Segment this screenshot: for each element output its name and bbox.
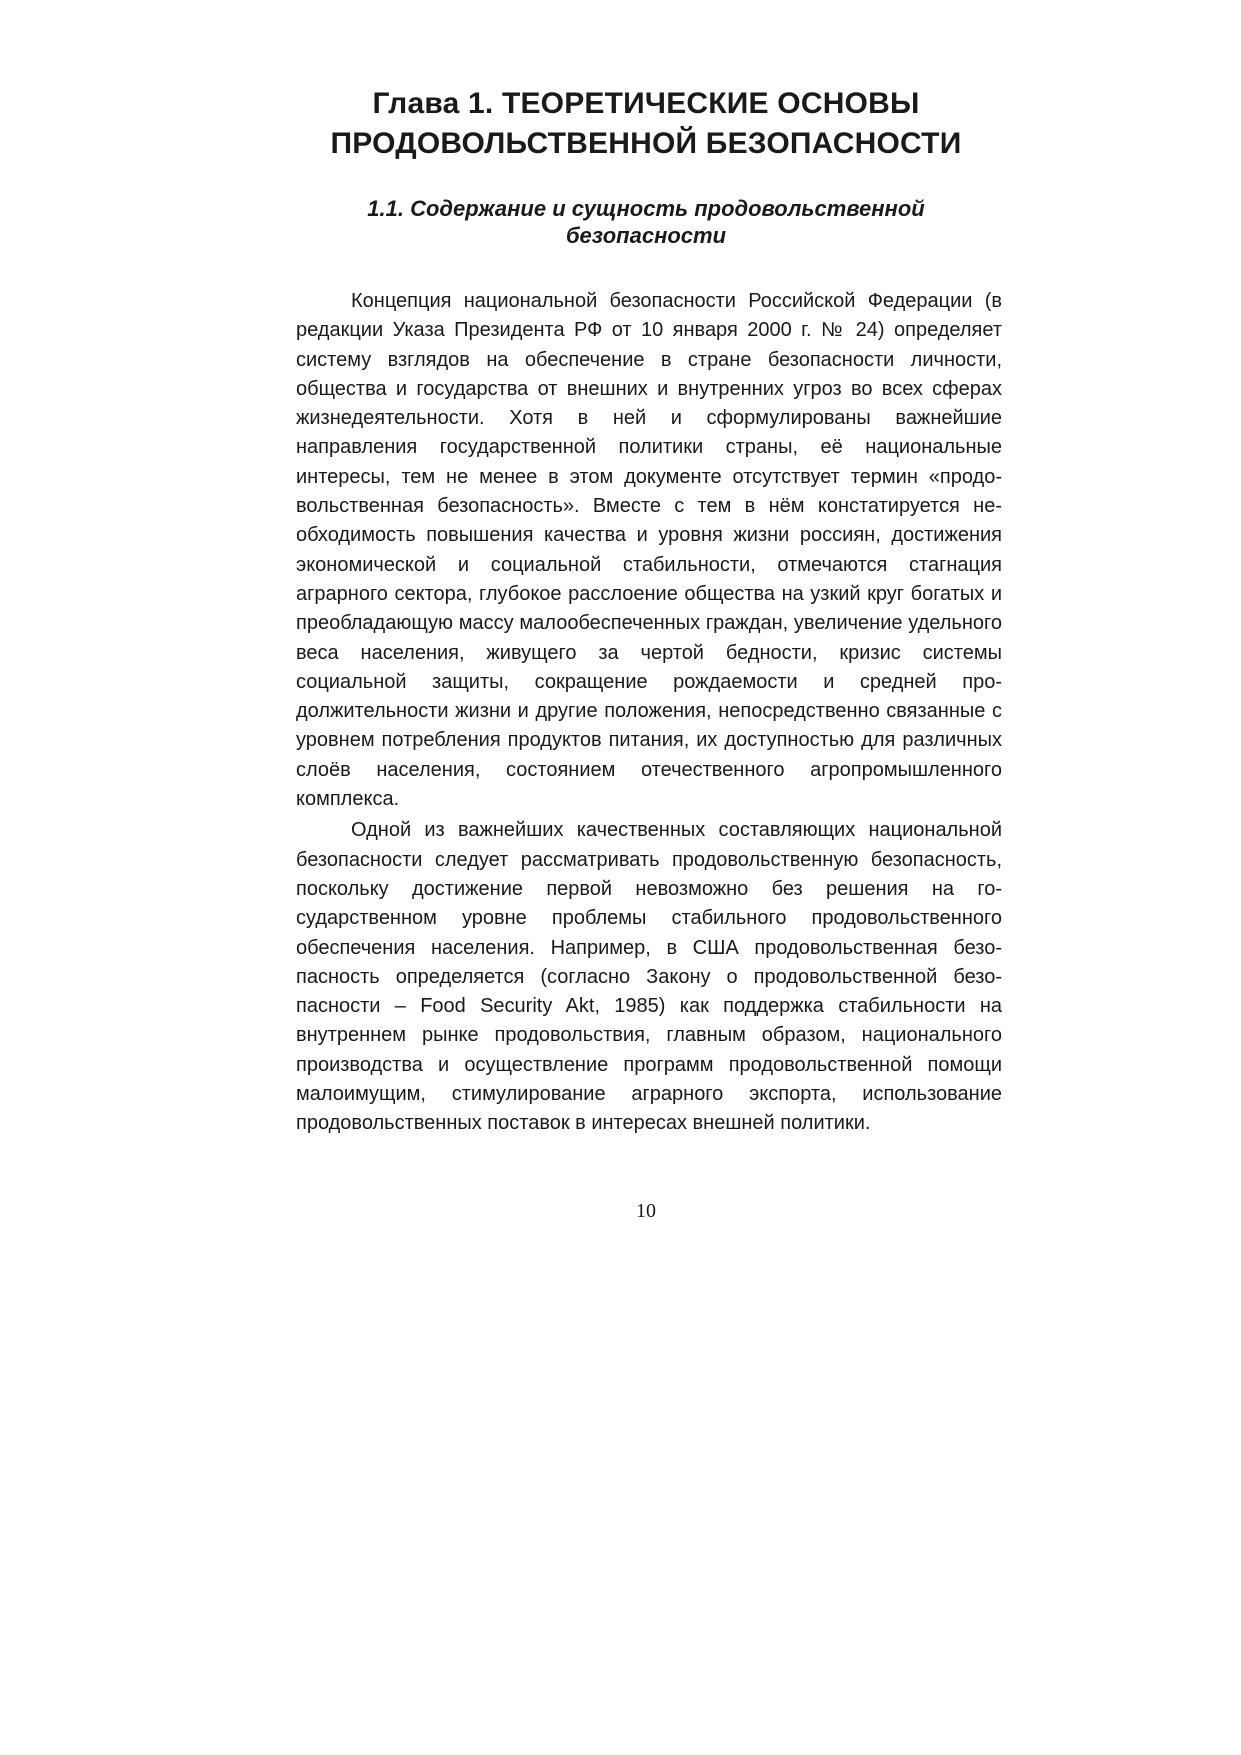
page-number: 10 [636,1200,656,1222]
chapter-title-line-1: Глава 1. ТЕОРЕТИЧЕСКИЕ ОСНОВЫ [372,87,920,120]
section-title-line-2: безопасности [565,223,727,248]
chapter-title [296,84,996,164]
chapter-title-line-2: ПРОДОВОЛЬСТВЕННОЙ БЕЗОПАСНОСТИ [330,127,962,160]
section-title-line-1: 1.1. Содержание и сущность продовольственной [367,196,925,221]
body-text [296,287,1002,1139]
paragraph-2: Одной из важнейших качественных составляющих национальной безопасности следует рассматривать продовольственную безопасность, поскольку достижение первой невозможно без решения на государственном уровне проблемы стабильного продовольственного обеспечения населения. Например, в США продовольственная безопасность определяется (согласно Закону о продовольственной безопасности – Food Security Akt, 1985) как поддержка стабильности на внутреннем рынке продовольствия, главным образом, национального производства и осуществление программ продовольственной помощи малоимущим, стимулирование аграрного экспорта, использование продовольственных поставок в интересах внешней политики. [296,819,1002,1135]
section-title [296,195,996,249]
paragraph-1: Концепция национальной безопасности Российской Федерации (в редакции Указа Президента РФ от 10 января 2000 г. № 24) определяет систему взглядов на обеспечение в стране безопасности личности, общества и государства от внешних и внутренних угроз во всех сферах жизнедеятельности. Хотя в ней и сформулированы важнейшие направления государственной политики страны, её национальные интересы, тем не менее в этом документе отсутствует термин «продовольственная безопасность». Вместе с тем в нём констатируется необходимость повышения качества и уровня жизни россиян, достижения экономической и социальной стабильности, отмечаются стагнация аграрного сектора, глубокое расслоение общества на узкий круг богатых и преобладающую массу малообеспеченных граждан, увеличение удельного веса населения, живущего за чертой бедности, кризис системы социальной защиты, сокращение рождаемости и средней продолжительности жизни и другие положения, непосредственно связанные с уровнем потребления продуктов питания, их доступностью для различных слоёв населения, состоянием отечественного агропромышленного комплекса. [296,290,1002,811]
